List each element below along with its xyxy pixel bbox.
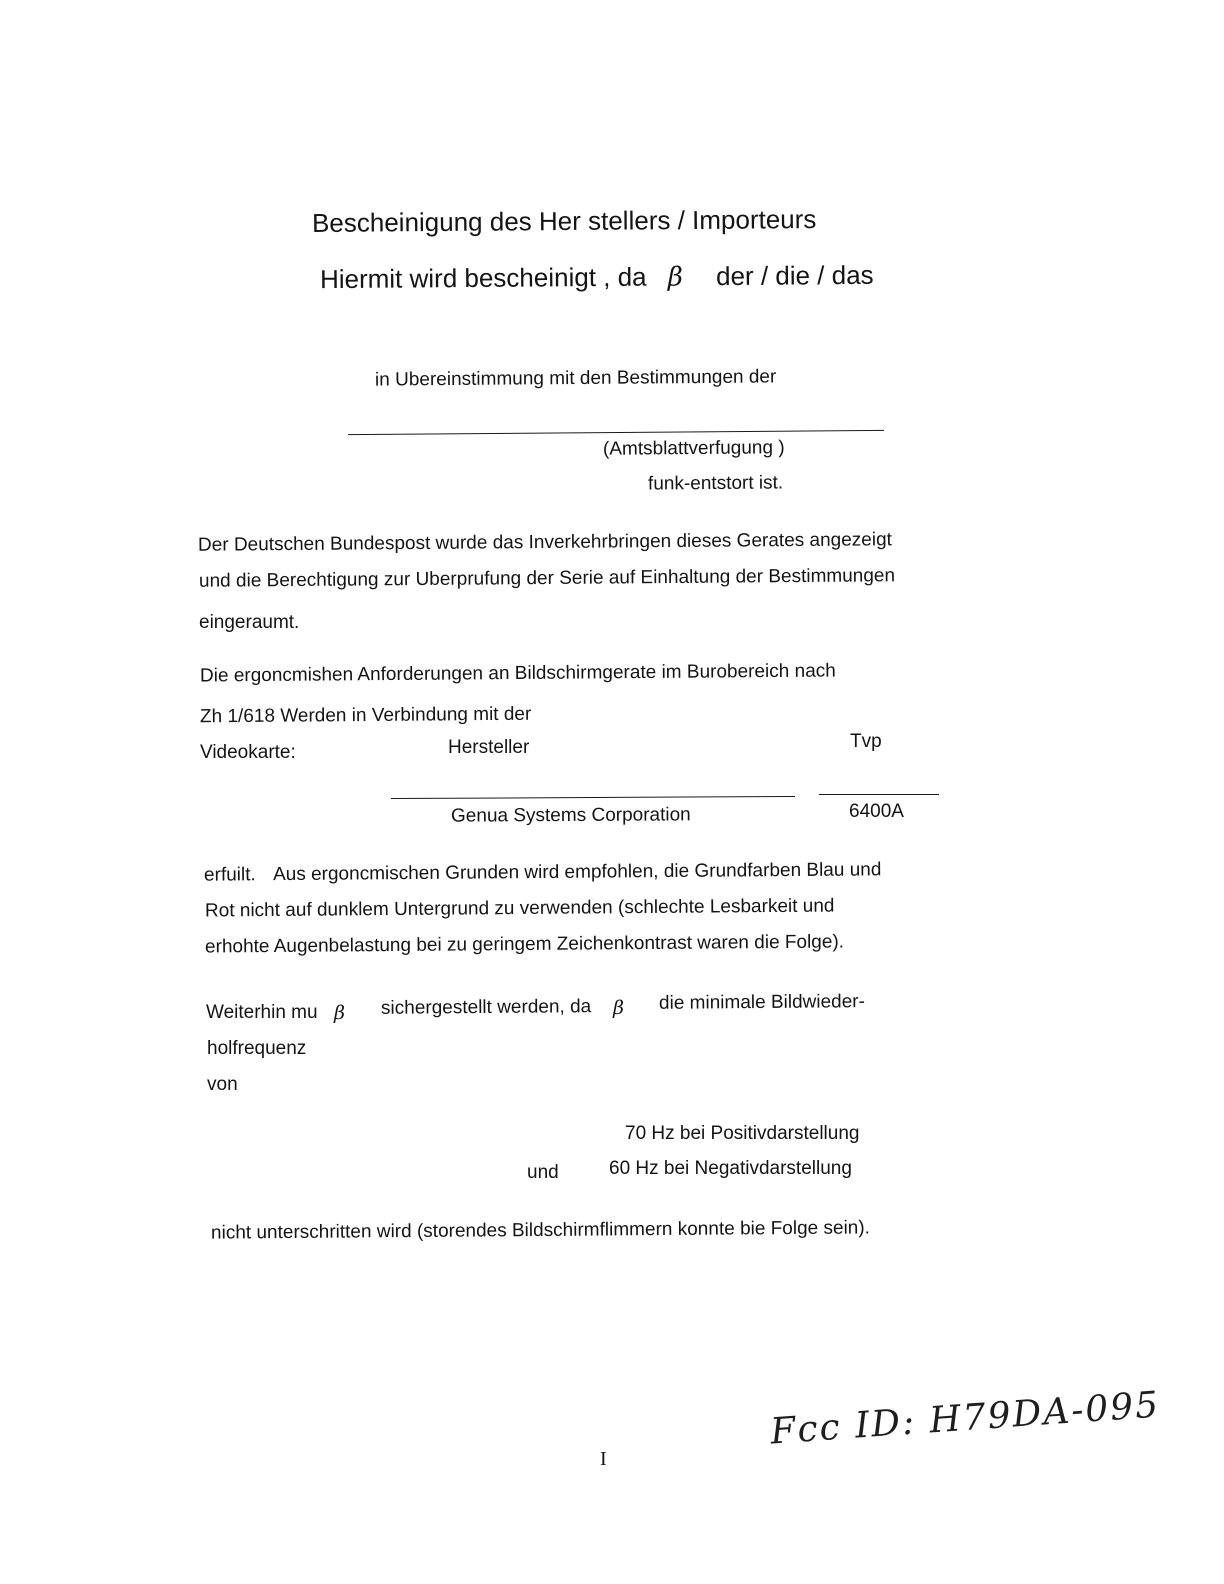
page-number: I [600,1448,607,1470]
hersteller-value: Genua Systems Corporation [450,804,691,827]
paragraph2-line1: Die ergoncmishen Anforderungen an Bildschirmgerate im Burobereich nach [199,660,836,687]
paragraph2-line2: Zh 1/618 Werden in Verbindung mit der [199,703,532,728]
paragraph3-recommendation: Aus ergoncmischen Grunden wird empfohlen, die Grundfarben Blau und [272,859,882,886]
certificate-subtitle [320,260,874,295]
videokarte-label: Videokarte: [200,742,296,763]
paragraph4-beta-2: β [613,997,624,1019]
paragraph1-line3: eingeraumt. [199,612,300,633]
hersteller-blank-line [391,796,795,799]
subtitle-beta: β [667,262,683,293]
paragraph4-line3: von [207,1074,238,1095]
paragraph1-line1: Der Deutschen Bundespost wurde das Inverkehrbringen dieses Gerates angezeigt [197,529,892,556]
frequency-und: und [527,1162,559,1183]
paragraph3-line1 [204,859,882,886]
typ-blank-line [819,794,939,795]
hersteller-label: Hersteller [448,737,530,758]
subtitle-text-b: der / die / das [715,259,874,292]
conformity-line: in Ubereinstimmung mit den Bestimmungen der [374,366,777,391]
paragraph1-line2: und die Berechtigung zur Uberprufung der Serie auf Einhaltung der Bestimmungen [198,565,896,592]
paragraph4-line1-a: Weiterhin mu [206,1002,318,1023]
handwritten-fcc-id: Fcc ID: H79DA-095 [769,1384,1162,1453]
interference-status: funk-entstort ist. [647,472,784,495]
paragraph3-line3: erhohte Augenbelastung bei zu geringem Zeichenkontrast waren die Folge). [204,931,845,958]
regulation-blank-line [348,430,884,435]
paragraph4-line1-b: sichergestellt werden, da [380,996,592,1019]
paragraph4-line1-c: die minimale Bildwieder- [658,991,865,1014]
frequency-negative: 60 Hz bei Negativdarstellung [609,1158,852,1179]
closing-sentence: nicht unterschritten wird (storendes Bildschirmflimmern konnte bie Folge sein). [210,1217,871,1244]
paragraph4-beta-1: β [334,1002,345,1024]
frequency-positive: 70 Hz bei Positivdarstellung [625,1123,860,1144]
typ-label: Tvp [850,731,882,752]
certificate-title: Bescheinigung des Her stellers / Importeurs [311,204,817,238]
typ-value: 6400A [849,801,904,822]
subtitle-text-a: Hiermit wird bescheinigt , da [319,261,647,295]
paragraph4-line2: holfrequenz [207,1038,307,1059]
paragraph3-line2: Rot nicht auf dunklem Untergrund zu verwenden (schlechte Lesbarkeit und [204,895,835,922]
regulation-caption: (Amtsblattverfugung ) [602,437,785,460]
paragraph3-fulfilled: erfuilt. [203,864,256,886]
